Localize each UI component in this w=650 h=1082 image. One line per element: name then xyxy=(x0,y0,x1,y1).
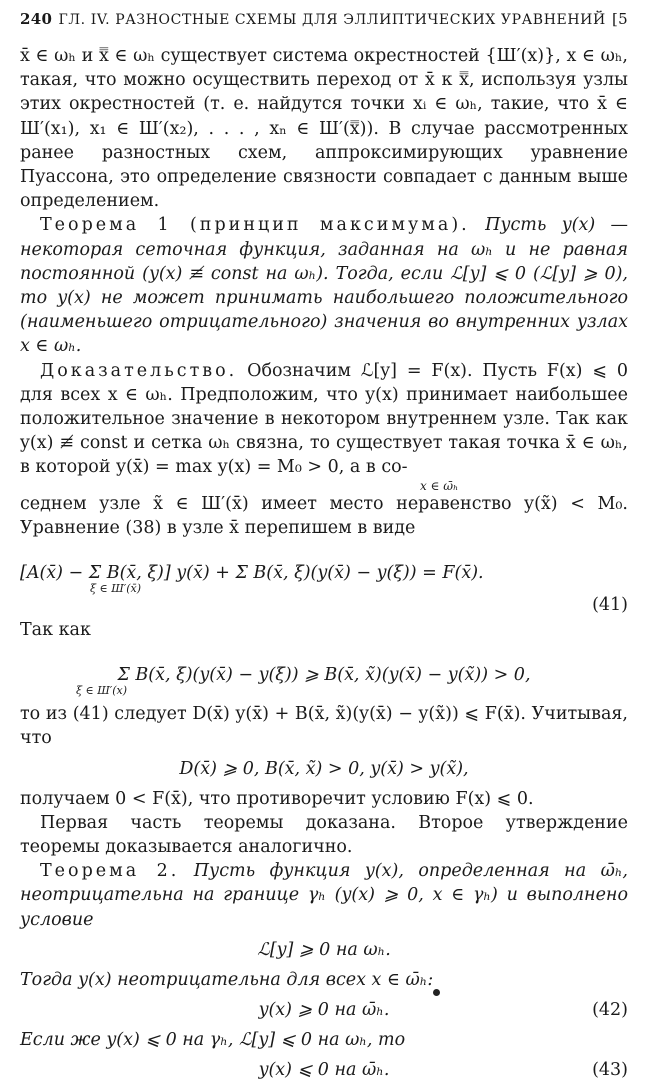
then-text: Тогда y(x) неотрицательна для всех x ∈ ω̄ₕ: xyxy=(20,969,434,990)
section-number: [5 xyxy=(612,10,628,28)
equation-sum-subscript: ξ ∈ Ш′(x) xyxy=(76,684,128,698)
print-dot-mark xyxy=(433,989,440,996)
equation-41-body: [A(x̄) − Σ B(x̄, ξ)] y(x̄) + Σ B(x̄, ξ)(y(x̄) − y(ξ)) = F(x̄). xyxy=(20,563,484,584)
paragraph-connectivity: x̄ ∈ ωₕ и x̿ ∈ ωₕ существует система окрестностей {Ш′(x)}, x ∈ ωₕ, такая, что можно осуществить переход от x̄ к x̿, используя узлы этих окрестностей (т. е. найдутся точки xᵢ ∈ ωₕ, такие, что x̄ ∈ Ш′(x₁), x₁ ∈ Ш′(x₂), . . . , xₙ ∈ Ш′(x̿)). В случае рассмотренных ранее разностных схем, аппроксимирующих уравнение Пуассона, это определение связности совпадает с данным выше определением. xyxy=(20,46,628,212)
equation-42-number: (42) xyxy=(592,1000,628,1021)
equation-sum xyxy=(20,648,628,702)
max-subscript: x ∈ ω̄ₕ xyxy=(420,478,459,493)
equation-41-number: (41) xyxy=(592,595,628,616)
theorem-1-text: Пусть y(x) — некоторая сеточная функция, заданная на ωₕ и не равная постоянной (y(x) ≢ const на ωₕ). Тогда, если ℒ[y] ⩽ 0 (ℒ[y] ⩾ 0), то y(x) не может принимать наибольшего положительного (наименьшего отрицательного) значения во внутренних узлах x ∈ ωₕ. xyxy=(20,215,628,357)
equation-L xyxy=(20,938,628,962)
contradiction-text: получаем 0 < F(x̄), что противоречит условию F(x) ⩽ 0. xyxy=(20,788,534,809)
equation-sum-body: Σ B(x̄, ξ)(y(x̄) − y(ξ)) ⩾ B(x̄, x̃)(y(x̄) − y(x̃)) > 0, xyxy=(117,665,531,686)
equation-41-subscript: ξ ∈ Ш′(x̄) xyxy=(90,582,142,596)
equation-conditions-body: D(x̄) ⩾ 0, B(x̄, x̃) > 0, y(x̄) > y(x̃), xyxy=(179,758,469,779)
equation-42-body: y(x) ⩾ 0 на ω̄ₕ. xyxy=(258,1000,390,1021)
theorem-1-label: Теорема 1 (принцип максимума). xyxy=(40,215,470,236)
from-41-text: то из (41) следует D(x̄) y(x̄) + B(x̄, x̃)(y(x̄) − y(x̃)) ⩽ F(x̄). Учитывая, что xyxy=(20,704,628,749)
proof-label: Доказательство. xyxy=(40,360,238,381)
running-header xyxy=(20,10,628,44)
first-part-text: Первая часть теоремы доказана. Второе утверждение теоремы доказывается аналогично. xyxy=(20,812,628,858)
equation-42 xyxy=(20,998,628,1022)
running-title: ГЛ. IV. РАЗНОСТНЫЕ СХЕМЫ ДЛЯ ЭЛЛИПТИЧЕСКИХ УРАВНЕНИЙ xyxy=(58,12,606,28)
equation-43-number: (43) xyxy=(592,1060,628,1081)
proof-part-2: седнем узле x̃ ∈ Ш′(x̄) имеет место неравенство y(x̃) < M₀. Уравнение (38) в узле x̄ перепишем в виде xyxy=(20,493,628,538)
theorem-2 xyxy=(20,859,628,932)
theorem-2-label: Теорема 2. xyxy=(40,861,180,882)
theorem-1 xyxy=(20,213,628,358)
equation-L-body: ℒ[y] ⩾ 0 на ωₕ. xyxy=(257,939,391,960)
proof-part-1 xyxy=(20,359,628,480)
theorem-2-text: Пусть функция y(x), определенная на ω̄ₕ, неотрицательна на границе γₕ (y(x) ⩾ 0, x ∈ γₕ) и выполнено условие xyxy=(20,861,628,930)
equation-conditions xyxy=(20,757,628,781)
page-number: 240 xyxy=(20,10,53,28)
if-text: Если же y(x) ⩽ 0 на γₕ, ℒ[y] ⩽ 0 на ωₕ, то xyxy=(20,1030,406,1051)
so-since-text: Так как xyxy=(20,620,91,641)
proof-text-1: Обозначим ℒ[y] = F(x). Пусть F(x) ⩽ 0 для всех x ∈ ωₕ. Предположим, что y(x) принимает наибольшее положительное значение в некотором внутреннем узле. Так как y(x) ≢ const и сетка ωₕ связна, то существует такая точка x̄ ∈ ωₕ, в которой y(x̄) = max y(x) = M₀ > 0, а в со- xyxy=(20,360,628,478)
equation-41 xyxy=(20,546,628,600)
equation-43-body: y(x) ⩽ 0 на ω̄ₕ. xyxy=(258,1060,390,1081)
equation-43 xyxy=(20,1058,628,1082)
